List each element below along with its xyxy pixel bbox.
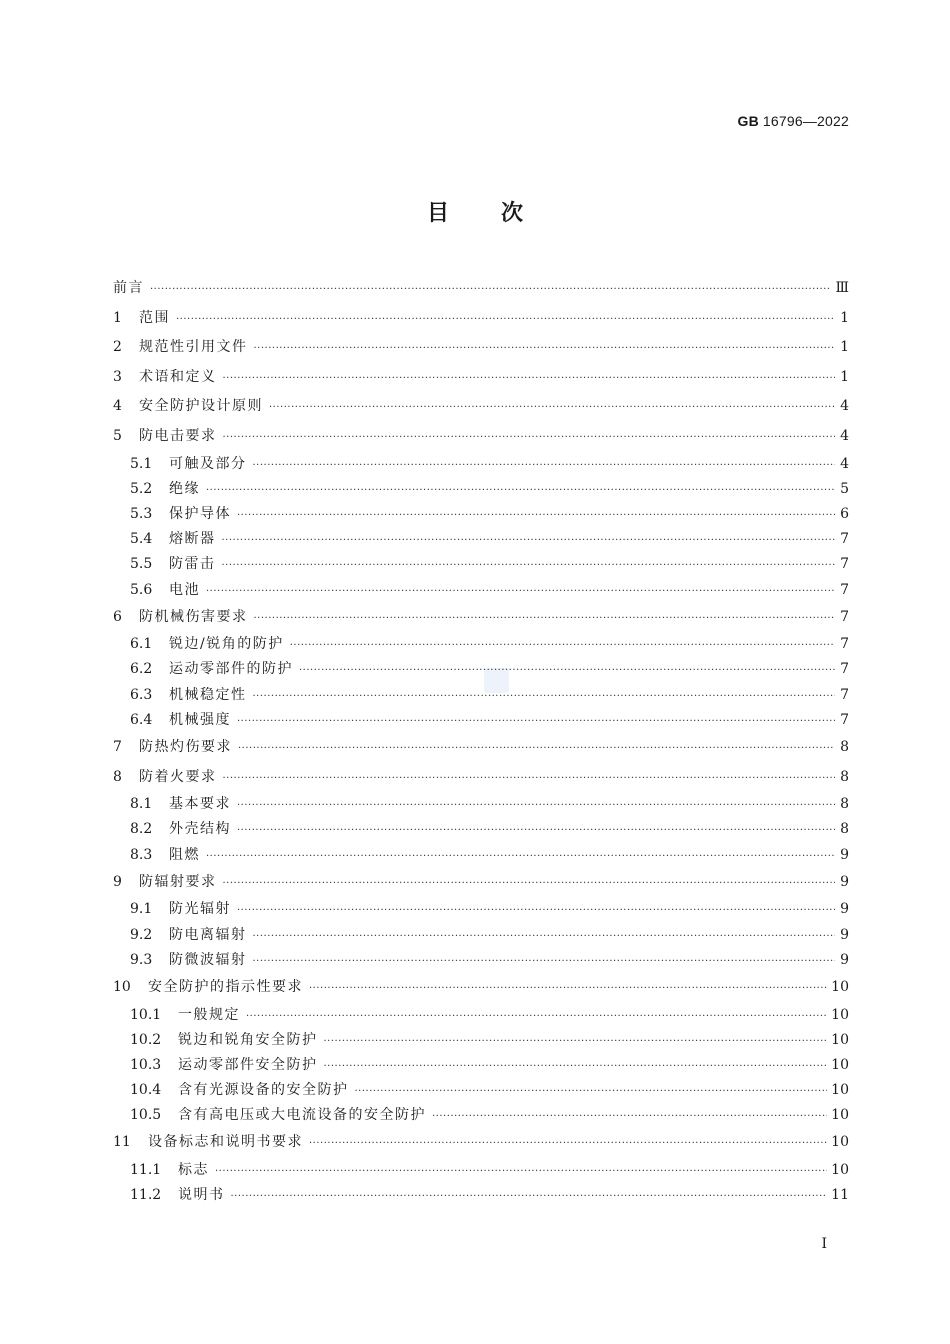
toc-entry-number: 8: [113, 768, 122, 785]
toc-entry[interactable]: [113, 1128, 849, 1158]
toc-entry[interactable]: [113, 603, 849, 633]
toc-entry-number: 2: [113, 339, 122, 356]
toc-entry-page: 1: [840, 368, 849, 385]
toc-entry-label: 防着火要求: [139, 768, 217, 785]
toc-entry[interactable]: [113, 527, 849, 552]
toc-entry[interactable]: [113, 452, 849, 477]
toc-entry[interactable]: [113, 683, 849, 708]
toc-entry[interactable]: [113, 897, 849, 922]
toc-entry-page: 8: [840, 796, 849, 813]
toc-entry-page: 10: [831, 1056, 849, 1073]
toc-entry[interactable]: [113, 1183, 849, 1208]
toc-entry-page: 1: [840, 309, 849, 326]
toc-entry[interactable]: [113, 578, 849, 603]
toc-dot-leader: [206, 579, 835, 604]
toc-title: 目次: [426, 201, 575, 226]
toc-entry-page: 7: [840, 531, 849, 548]
toc-entry[interactable]: [113, 333, 849, 363]
toc-dot-leader: [253, 949, 836, 974]
toc-entry-label: 阻燃: [169, 846, 200, 863]
toc-entry-number: 9: [113, 873, 122, 890]
toc-dot-leader: [150, 275, 831, 305]
toc-dot-leader: [238, 734, 835, 764]
toc-entry[interactable]: [113, 1158, 849, 1183]
toc-entry-page: 5: [840, 480, 849, 497]
toc-entry-label: 术语和定义: [139, 368, 217, 385]
toc-entry-page: 10: [831, 1162, 849, 1179]
toc-entry-number: 5.5: [130, 556, 153, 573]
toc-dot-leader: [237, 793, 835, 818]
toc-entry-number: 1: [113, 309, 122, 326]
toc-entry-number: 10.4: [130, 1082, 162, 1099]
toc-dot-leader: [215, 1159, 827, 1184]
toc-entry-page: 10: [831, 1031, 849, 1048]
toc-entry[interactable]: [113, 923, 849, 948]
toc-entry-number: 5.4: [130, 531, 153, 548]
toc-entry-label: 安全防护的指示性要求: [148, 978, 303, 995]
toc-entry-number: 5.1: [130, 455, 153, 472]
toc-entry-page: 7: [840, 581, 849, 598]
toc-dot-leader: [254, 334, 836, 364]
toc-entry-number: 10.5: [130, 1107, 162, 1124]
toc-dot-leader: [324, 1029, 828, 1054]
toc-entry[interactable]: [113, 817, 849, 842]
toc-entry-number: 7: [113, 739, 122, 756]
toc-entry-number: 9.3: [130, 951, 153, 968]
toc-entry-number: 5: [113, 427, 122, 444]
toc-entry-page: 4: [840, 398, 849, 415]
toc-entry[interactable]: [113, 304, 849, 334]
toc-entry-label: 机械稳定性: [169, 686, 247, 703]
toc-entry[interactable]: [113, 1028, 849, 1053]
toc-entry[interactable]: [113, 392, 849, 422]
toc-entry-label: 运动零部件的防护: [169, 661, 293, 678]
toc-entry-page: 11: [831, 1187, 849, 1204]
toc-dot-leader: [269, 393, 835, 423]
toc-entry-label: 安全防护设计原则: [139, 398, 263, 415]
toc-entry-label: 可触及部分: [169, 455, 247, 472]
toc-dot-leader: [223, 869, 836, 899]
toc-entry-number: 11: [113, 1134, 131, 1151]
toc-entry-page: 10: [831, 1134, 849, 1151]
toc-entry-number: 3: [113, 368, 122, 385]
toc-entry-label: 熔断器: [169, 531, 216, 548]
toc-entry-page: 7: [840, 661, 849, 678]
toc-entry[interactable]: [113, 1003, 849, 1028]
toc-entry-number: 5.2: [130, 480, 153, 497]
toc-entry-label: 防光辐射: [169, 901, 231, 918]
toc-dot-leader: [237, 898, 835, 923]
table-of-contents: [113, 274, 849, 1208]
toc-entry[interactable]: [113, 948, 849, 973]
toc-entry-number: 8.2: [130, 821, 153, 838]
toc-entry-page: 10: [831, 978, 849, 995]
toc-dot-leader: [355, 1079, 828, 1104]
toc-entry-label: 防机械伤害要求: [139, 608, 248, 625]
toc-entry[interactable]: [113, 422, 849, 452]
toc-entry-label: 锐边/锐角的防护: [169, 636, 284, 653]
toc-entry-page: 4: [840, 427, 849, 444]
toc-entry[interactable]: [113, 363, 849, 393]
toc-dot-leader: [237, 818, 835, 843]
toc-entry-number: 6.4: [130, 711, 153, 728]
toc-entry-label: 范围: [139, 309, 170, 326]
toc-entry-number: 6.3: [130, 686, 153, 703]
page-number: Ⅰ: [821, 1236, 827, 1252]
toc-dot-leader: [237, 503, 835, 528]
toc-entry-label: 含有高电压或大电流设备的安全防护: [178, 1107, 426, 1124]
toc-entry-number: 6.1: [130, 636, 153, 653]
toc-dot-leader: [223, 764, 836, 794]
toc-dot-leader: [253, 924, 836, 949]
toc-entry-page: 8: [840, 821, 849, 838]
toc-entry-number: 5.6: [130, 581, 153, 598]
toc-entry-page: 8: [840, 739, 849, 756]
toc-entry-label: 电池: [169, 581, 200, 598]
toc-entry-number: 6: [113, 608, 122, 625]
toc-entry-number: 10.3: [130, 1056, 162, 1073]
toc-dot-leader: [206, 478, 835, 503]
toc-entry-label: 一般规定: [178, 1006, 240, 1023]
toc-entry-number: 9.1: [130, 901, 153, 918]
toc-dot-leader: [223, 423, 836, 453]
toc-entry-label: 规范性引用文件: [139, 339, 248, 356]
toc-entry-label: 锐边和锐角安全防护: [178, 1031, 318, 1048]
toc-entry-page: 9: [840, 926, 849, 943]
toc-entry[interactable]: [113, 868, 849, 898]
toc-dot-leader: [246, 1004, 827, 1029]
toc-entry-number: 10.1: [130, 1006, 162, 1023]
toc-dot-leader: [237, 709, 835, 734]
toc-dot-leader: [309, 974, 827, 1004]
toc-entry-page: 7: [840, 636, 849, 653]
toc-entry-number: 8.1: [130, 796, 153, 813]
toc-dot-leader: [432, 1104, 827, 1129]
toc-entry[interactable]: [113, 1103, 849, 1128]
toc-dot-leader: [290, 633, 835, 658]
standard-code: [738, 113, 849, 129]
toc-entry-number: 9.2: [130, 926, 153, 943]
toc-dot-leader: [309, 1129, 827, 1159]
toc-entry-label: 标志: [178, 1162, 209, 1179]
toc-entry-label: 防电离辐射: [169, 926, 247, 943]
toc-dot-leader: [222, 528, 836, 553]
toc-entry-number: 10: [113, 978, 131, 995]
toc-entry-number: 5.3: [130, 505, 153, 522]
toc-entry-label: 机械强度: [169, 711, 231, 728]
toc-dot-leader: [253, 453, 836, 478]
toc-entry[interactable]: [113, 274, 849, 304]
toc-entry-label: 运动零部件安全防护: [178, 1056, 318, 1073]
toc-entry[interactable]: [113, 552, 849, 577]
toc-entry[interactable]: [113, 1078, 849, 1103]
toc-entry-page: 7: [840, 608, 849, 625]
toc-dot-leader: [206, 844, 835, 869]
toc-entry-label: 防热灼伤要求: [139, 739, 232, 756]
toc-entry[interactable]: [113, 763, 849, 793]
toc-entry-label: 防辐射要求: [139, 873, 217, 890]
toc-entry-label: 绝缘: [169, 480, 200, 497]
toc-entry-page: 9: [840, 873, 849, 890]
toc-entry[interactable]: [113, 1053, 849, 1078]
toc-dot-leader: [176, 305, 835, 335]
toc-entry-page: 9: [840, 901, 849, 918]
toc-entry-number: 11.1: [130, 1162, 162, 1179]
toc-entry[interactable]: [113, 733, 849, 763]
toc-entry-label: 设备标志和说明书要求: [148, 1134, 303, 1151]
toc-entry-page: 7: [840, 711, 849, 728]
toc-entry-page: Ⅲ: [835, 280, 849, 296]
toc-entry-label: 保护导体: [169, 505, 231, 522]
toc-entry-label: 防雷击: [169, 556, 216, 573]
toc-entry-number: 11.2: [130, 1187, 162, 1204]
toc-entry-page: 10: [831, 1082, 849, 1099]
toc-entry[interactable]: [113, 632, 849, 657]
toc-entry[interactable]: [113, 657, 849, 682]
standard-code-prefix: GB: [737, 113, 759, 129]
toc-entry-page: 10: [831, 1006, 849, 1023]
toc-entry[interactable]: [113, 792, 849, 817]
toc-entry-page: 10: [831, 1107, 849, 1124]
toc-entry-number: 8.3: [130, 846, 153, 863]
toc-dot-leader: [253, 684, 836, 709]
toc-entry[interactable]: [113, 843, 849, 868]
toc-entry-page: 9: [840, 951, 849, 968]
toc-entry-page: 6: [840, 505, 849, 522]
toc-entry[interactable]: [113, 973, 849, 1003]
toc-entry[interactable]: [113, 477, 849, 502]
toc-entry-page: 8: [840, 768, 849, 785]
toc-dot-leader: [299, 658, 835, 683]
toc-dot-leader: [231, 1184, 828, 1209]
toc-entry-number: 10.2: [130, 1031, 162, 1048]
toc-entry[interactable]: [113, 502, 849, 527]
toc-entry-page: 9: [840, 846, 849, 863]
toc-entry-label: 防微波辐射: [169, 951, 247, 968]
toc-entry-number: 4: [113, 398, 122, 415]
toc-entry-page: 4: [840, 455, 849, 472]
toc-entry-page: 7: [840, 686, 849, 703]
toc-entry-label: 含有光源设备的安全防护: [178, 1082, 349, 1099]
toc-entry-label: 外壳结构: [169, 821, 231, 838]
toc-dot-leader: [222, 553, 836, 578]
toc-dot-leader: [324, 1054, 828, 1079]
toc-entry-page: 7: [840, 556, 849, 573]
toc-entry-page: 1: [840, 339, 849, 356]
toc-entry-label: 防电击要求: [139, 427, 217, 444]
toc-dot-leader: [254, 604, 836, 634]
toc-dot-leader: [223, 364, 836, 394]
toc-entry[interactable]: [113, 708, 849, 733]
standard-code-number: 16796—2022: [762, 113, 849, 129]
toc-entry-label: 前言: [113, 280, 144, 296]
toc-entry-label: 说明书: [178, 1187, 225, 1204]
toc-entry-number: 6.2: [130, 661, 153, 678]
toc-entry-label: 基本要求: [169, 796, 231, 813]
